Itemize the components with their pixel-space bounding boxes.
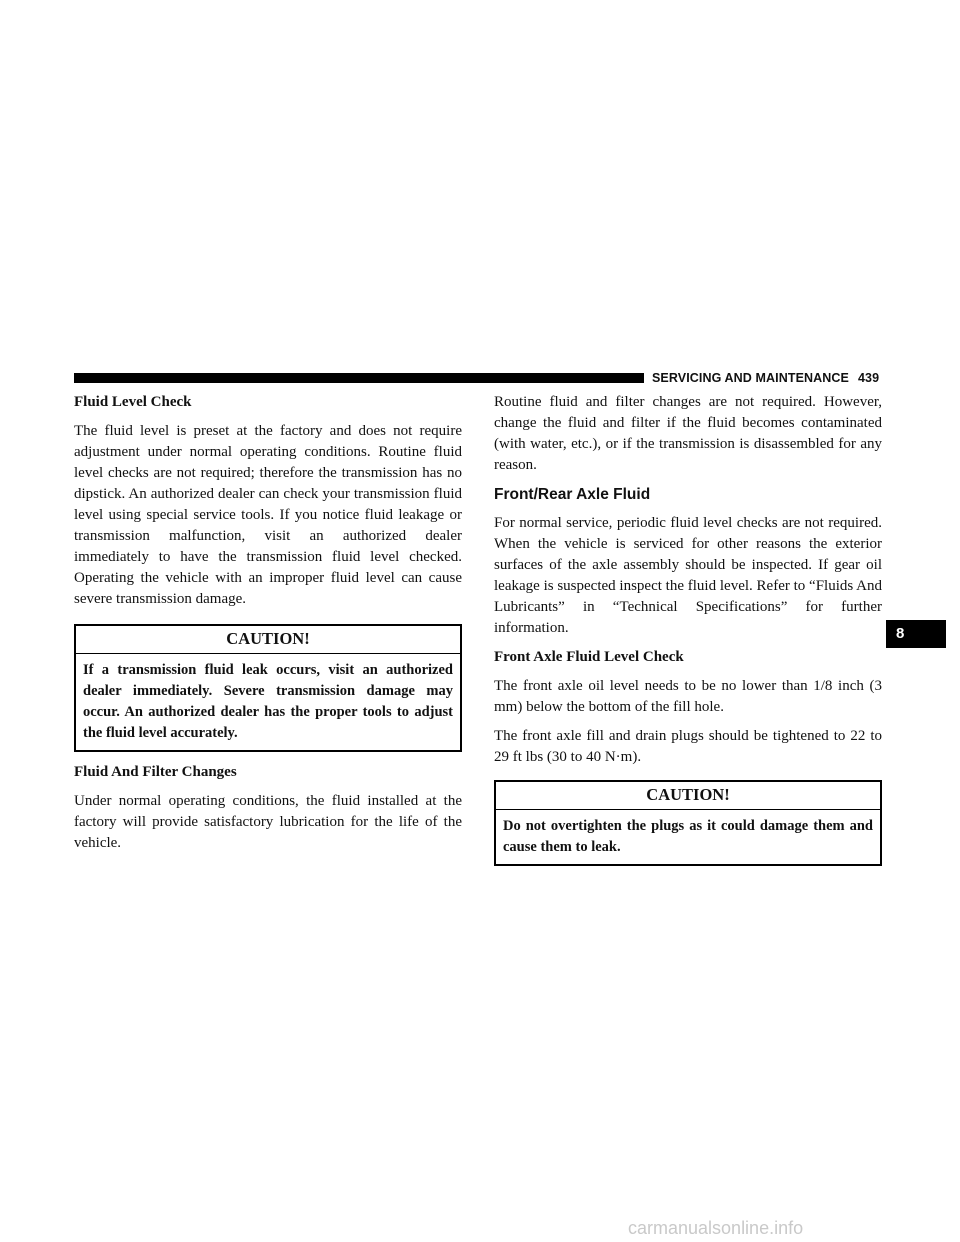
caution-text: Do not overtighten the plugs as it could damage them and cause them to leak. [503, 818, 873, 855]
fluid-level-check-paragraph: The fluid level is preset at the factory and does not require adjustment under normal operating conditions. Routine fluid level checks are not required; therefore the transmission has no dipstick. An authorized dealer can check your transmission fluid level using special service tools. If you notice fluid leakage or transmission malfunction, visit an authorized dealer immediately to have the transmission fluid level checked. Operating the vehicle with an improper fluid level can cause severe transmission damage. [74, 423, 462, 607]
plugs-caution-box [494, 780, 882, 866]
axle-fluid-heading: Front/Rear Axle Fluid [494, 486, 651, 503]
page-number: 439 [857, 371, 880, 385]
fluid-filter-changes-paragraph: Under normal operating conditions, the fluid installed at the factory will provide satisfactory lubrication for the life of the vehicle. [74, 793, 462, 851]
axle-fluid-paragraph: For normal service, periodic fluid level checks are not required. When the vehicle is serviced for other reasons the exterior surfaces of the axle assembly should be inspected. If gear oil leakage is suspected inspect the fluid level. Refer to “Fluids And Lubricants” in “Technical Specifications” for further information. [494, 515, 882, 636]
fluid-level-check-heading: Fluid Level Check [74, 394, 192, 410]
left-column [74, 392, 462, 862]
running-header [652, 369, 882, 387]
fluid-filter-changes-heading: Fluid And Filter Changes [74, 764, 237, 780]
section-title: SERVICING AND MAINTENANCE [652, 371, 849, 385]
caution-title: CAUTION! [76, 626, 460, 654]
transmission-caution-box [74, 624, 462, 752]
right-column [494, 392, 882, 876]
routine-changes-paragraph: Routine fluid and filter changes are not required. However, change the fluid and filter if the fluid becomes contaminated (with water, etc.), or if the transmission is disassembled for any reason. [494, 394, 882, 473]
header-rule [74, 373, 644, 383]
watermark: carmanualsonline.info [628, 1218, 804, 1238]
front-axle-level-check-heading: Front Axle Fluid Level Check [494, 649, 684, 665]
caution-text: If a transmission fluid leak occurs, visit an authorized dealer immediately. Severe transmission damage may occur. An authorized dealer has the proper tools to adjust the fluid level accurately. [83, 662, 453, 741]
plug-torque-paragraph: The front axle fill and drain plugs should be tightened to 22 to 29 ft lbs (30 to 40 N·m). [494, 728, 882, 765]
chapter-tab: 8 [886, 620, 946, 648]
front-axle-level-paragraph: The front axle oil level needs to be no lower than 1/8 inch (3 mm) below the bottom of the fill hole. [494, 678, 882, 715]
caution-title: CAUTION! [496, 782, 880, 810]
